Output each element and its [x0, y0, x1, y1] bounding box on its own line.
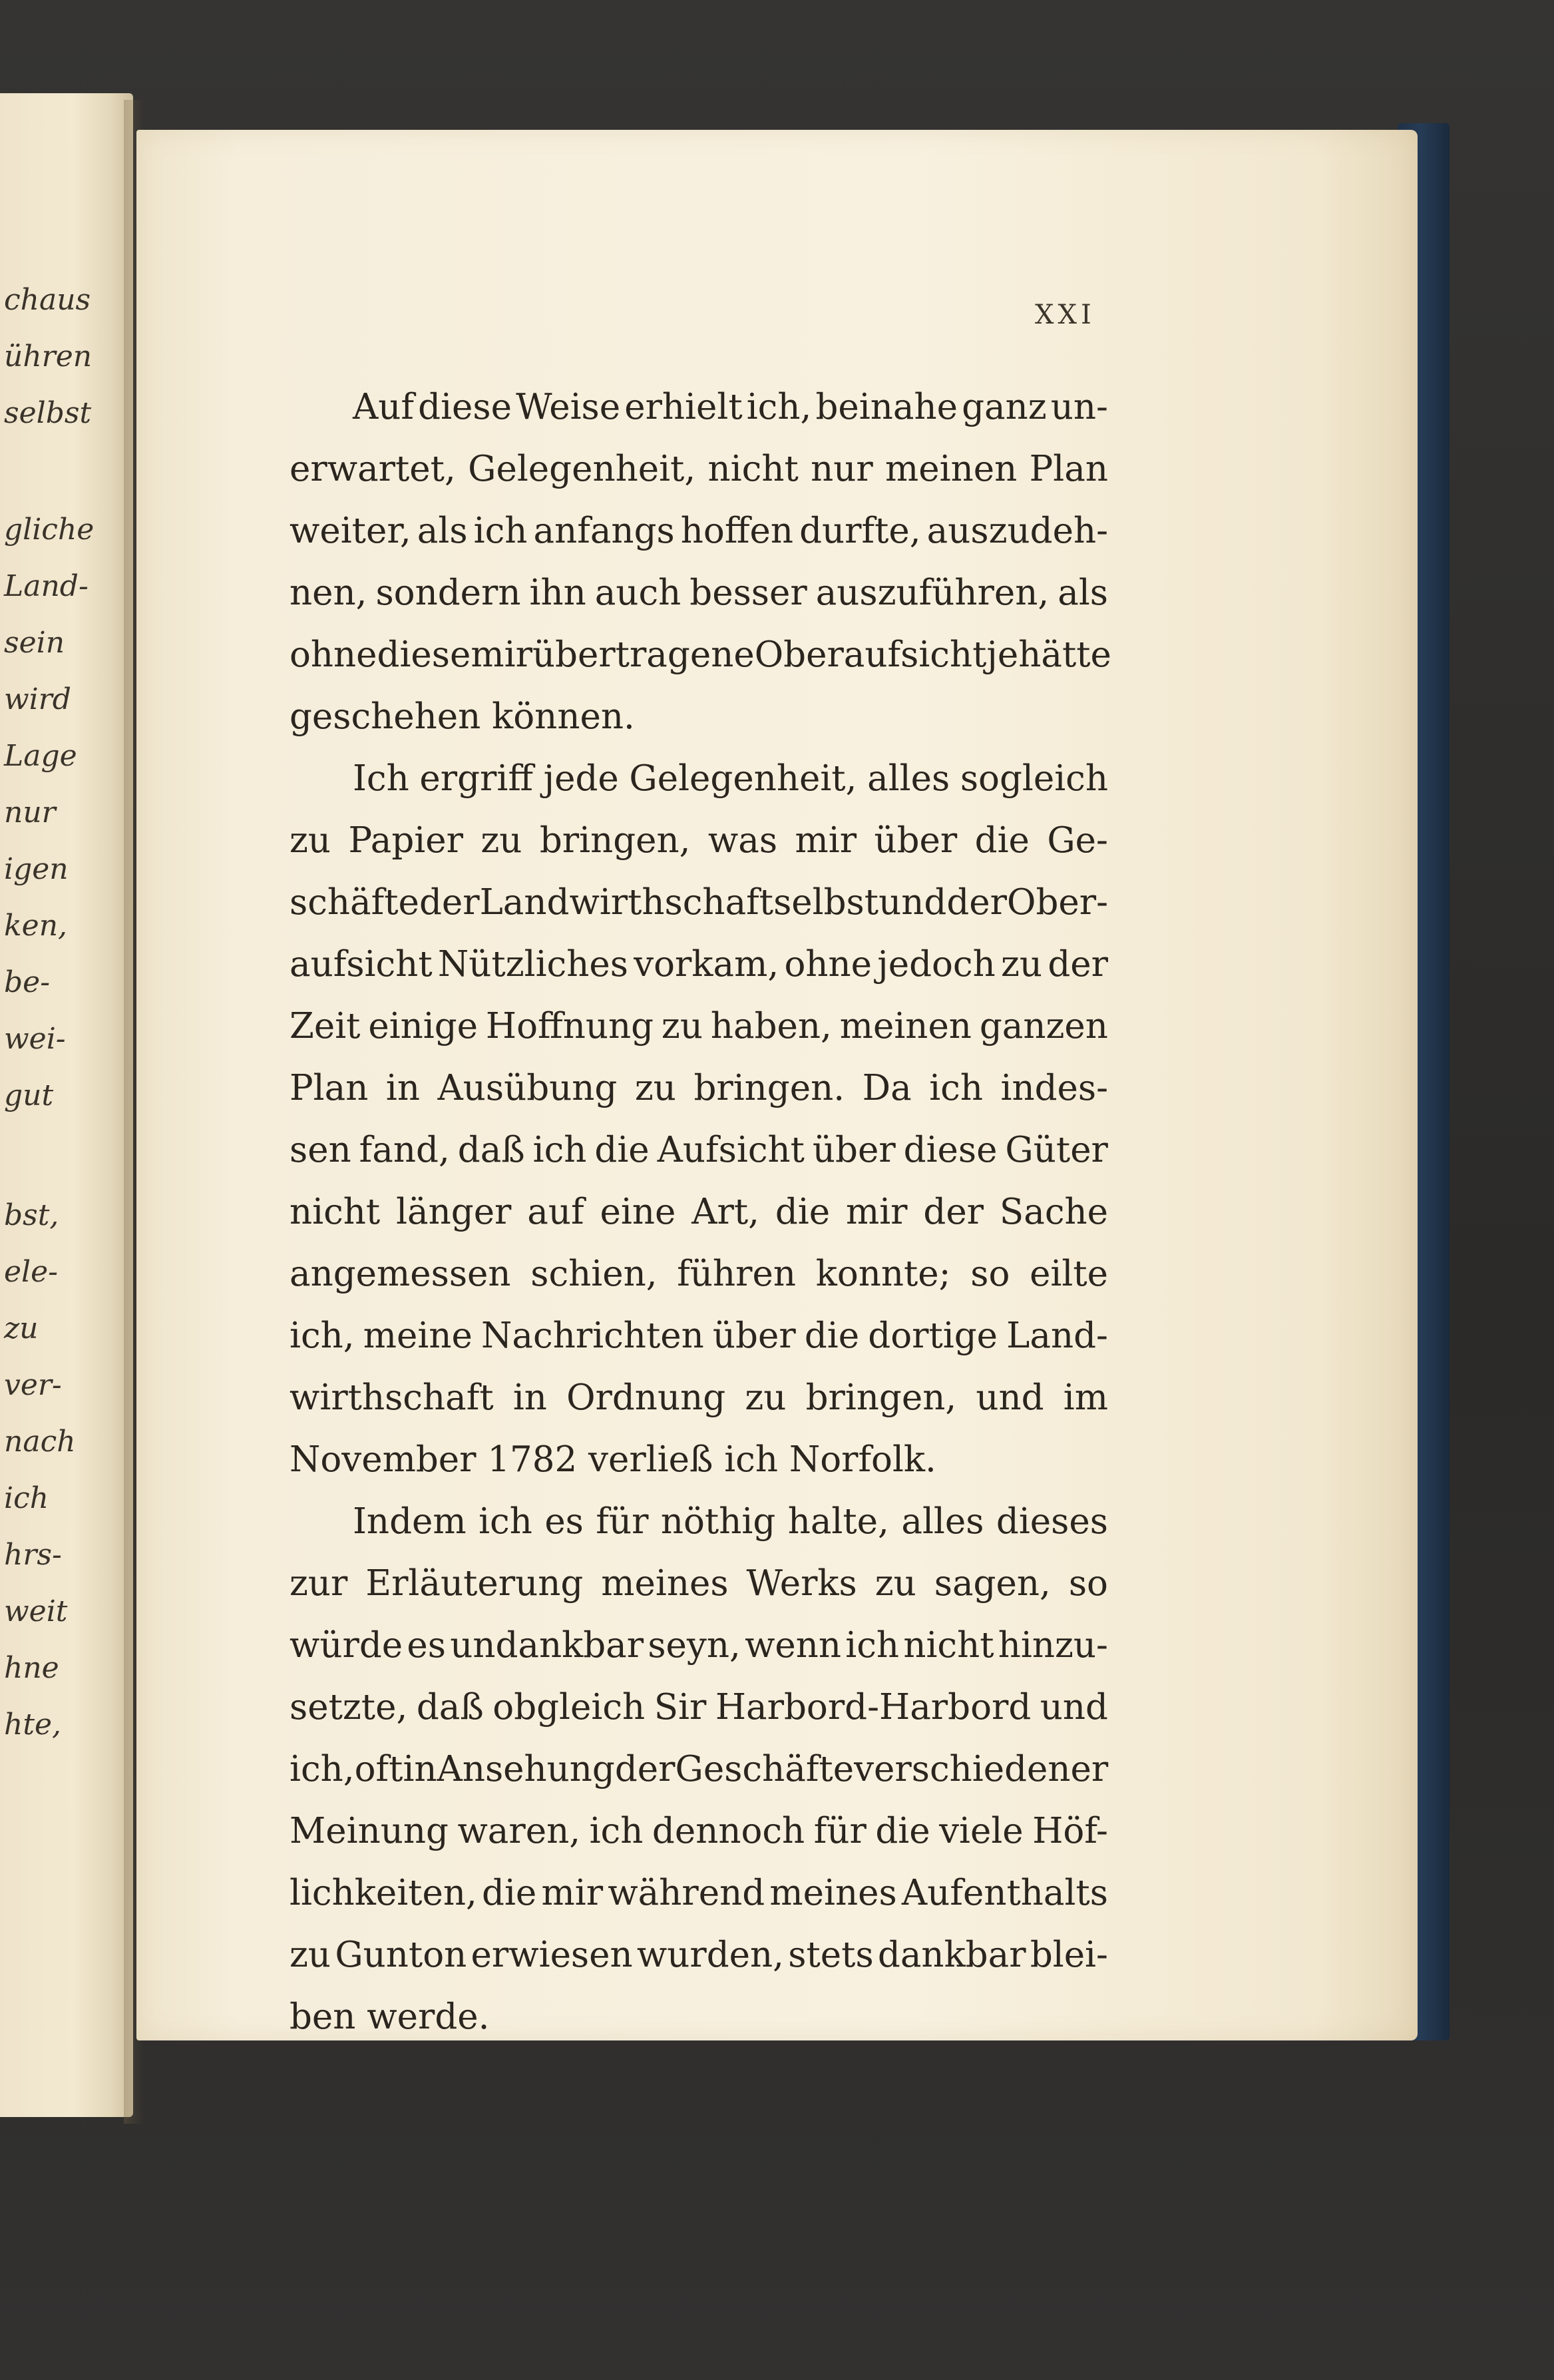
- left-page-fragment: ele-: [4, 1255, 59, 1289]
- body-text: [290, 376, 1111, 2048]
- left-page-fragment: gliche: [4, 513, 95, 547]
- left-page-fragment: weit: [4, 1594, 68, 1628]
- left-page-fragment: selbst: [4, 396, 92, 430]
- left-page-fragment: chaus: [4, 283, 91, 317]
- left-page-fragment: nach: [4, 1425, 76, 1459]
- text-line: zu Gunton erwiesen wurden, stets dankbar blei-: [290, 1935, 1108, 1975]
- left-page: [0, 93, 133, 2117]
- text-line: November 1782 verließ ich Norfolk.: [290, 1439, 936, 1480]
- text-line: Ich ergriff jede Gelegenheit, alles sogleich: [353, 758, 1108, 799]
- text-line: Plan in Ausübung zu bringen. Da ich indes-: [290, 1068, 1108, 1108]
- left-page-fragment: hne: [4, 1651, 59, 1685]
- text-line: würde es undankbar seyn, wenn ich nicht hinzu-: [290, 1625, 1108, 1666]
- left-page-fragment: hte,: [4, 1708, 62, 1742]
- text-line: Indem ich es für nöthig halte, alles dieses: [353, 1501, 1108, 1542]
- page-number: XXI: [1035, 300, 1095, 330]
- left-page-fragment: wei-: [4, 1022, 66, 1056]
- text-line: setzte, daß obgleich Sir Harbord-Harbord und: [290, 1687, 1108, 1728]
- text-line: sen fand, daß ich die Aufsicht über diese Güter: [290, 1130, 1108, 1170]
- text-line: zu Papier zu bringen, was mir über die Ge-: [290, 820, 1108, 861]
- left-page-fragment: Lage: [4, 739, 77, 773]
- text-line: nicht länger auf eine Art, die mir der Sache: [290, 1192, 1108, 1232]
- left-page-fragment: ken,: [4, 909, 68, 943]
- text-line: wirthschaft in Ordnung zu bringen, und im: [290, 1377, 1108, 1418]
- text-line: erwartet, Gelegenheit, nicht nur meinen Plan: [290, 449, 1108, 489]
- left-page-fragment: ühren: [4, 340, 93, 373]
- text-line: ich, oft in Ansehung der Geschäfte verschiedener: [290, 1749, 1109, 1789]
- text-line: Zeit einige Hoffnung zu haben, meinen ganzen: [290, 1006, 1108, 1047]
- left-page-fragment: zu: [4, 1311, 39, 1345]
- left-page-fragment: Land-: [4, 569, 89, 603]
- left-page-fragment: wird: [4, 682, 71, 716]
- text-line: angemessen schien, führen konnte; so eilte: [290, 1254, 1108, 1294]
- text-line: Meinung waren, ich dennoch für die viele Höf-: [290, 1811, 1108, 1851]
- left-page-fragment: ich: [4, 1481, 49, 1515]
- left-page-fragment: gut: [4, 1078, 54, 1112]
- text-line: aufsicht Nützliches vorkam, ohne jedoch zu der: [290, 944, 1108, 985]
- left-page-fragment: be-: [4, 965, 51, 999]
- text-line: zur Erläuterung meines Werks zu sagen, so: [290, 1563, 1108, 1604]
- left-page-fragment: nur: [4, 796, 56, 830]
- text-line: nen, sondern ihn auch besser auszuführen, als: [290, 573, 1108, 613]
- text-line: Auf diese Weise erhielt ich, beinahe ganz un-: [353, 387, 1108, 427]
- left-page-fragment: sein: [4, 626, 65, 660]
- text-line: ben werde.: [290, 1997, 490, 2037]
- text-line: schäfte der Landwirthschaft selbst und der Ober-: [290, 882, 1108, 923]
- text-line: ohne diese mir übertragene Oberaufsicht je hätte: [290, 634, 1111, 675]
- left-page-fragment: igen: [4, 852, 69, 886]
- text-line: ich, meine Nachrichten über die dortige Land-: [290, 1315, 1108, 1356]
- text-line: geschehen können.: [290, 696, 635, 737]
- left-page-fragment: hrs-: [4, 1538, 62, 1572]
- left-page-fragment: bst,: [4, 1198, 59, 1232]
- left-page-fragment: ver-: [4, 1368, 62, 1402]
- text-line: lichkeiten, die mir während meines Aufenthalts: [290, 1873, 1108, 1913]
- text-line: weiter, als ich anfangs hoffen durfte, auszudeh-: [290, 511, 1108, 551]
